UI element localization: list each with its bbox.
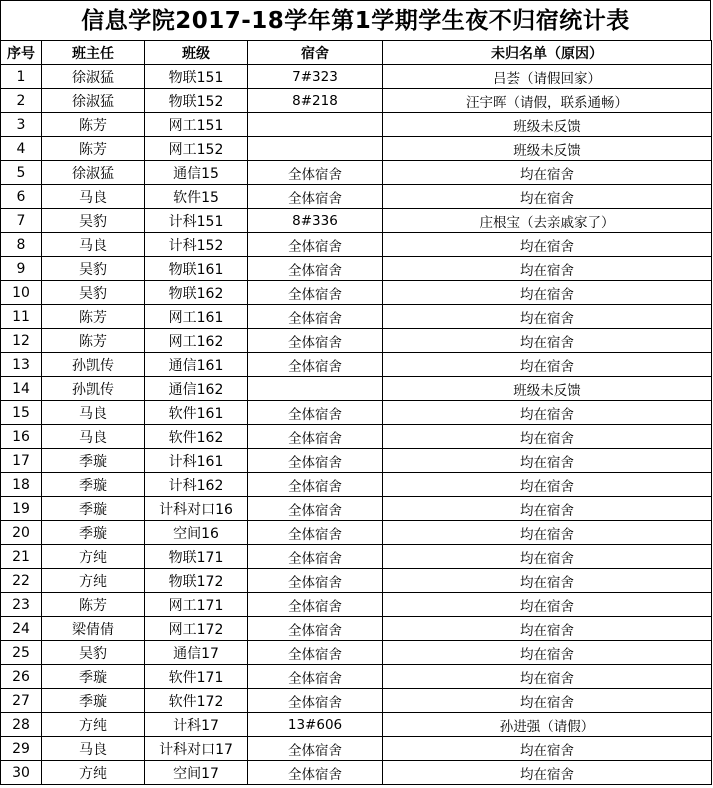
cell-dorm: 全体宿舍 (248, 593, 383, 617)
cell-dorm: 全体宿舍 (248, 161, 383, 185)
cell-absent-list: 均在宿舍 (383, 161, 712, 185)
cell-class: 通信15 (145, 161, 248, 185)
cell-absent-list: 均在宿舍 (383, 521, 712, 545)
table-row (1, 209, 712, 233)
cell-class: 物联152 (145, 89, 248, 113)
cell-absent-list: 均在宿舍 (383, 353, 712, 377)
cell-absent-list: 均在宿舍 (383, 257, 712, 281)
cell-index: 20 (1, 521, 42, 545)
cell-dorm: 全体宿舍 (248, 737, 383, 761)
cell-dorm: 全体宿舍 (248, 401, 383, 425)
cell-index: 2 (1, 89, 42, 113)
cell-teacher: 季璇 (42, 449, 145, 473)
table-row (1, 185, 712, 209)
table-row (1, 617, 712, 641)
cell-index: 29 (1, 737, 42, 761)
cell-teacher: 季璇 (42, 689, 145, 713)
cell-dorm: 全体宿舍 (248, 449, 383, 473)
cell-teacher: 方纯 (42, 545, 145, 569)
cell-class: 计科17 (145, 713, 248, 737)
cell-teacher: 马良 (42, 233, 145, 257)
table-row (1, 761, 712, 785)
table-row (1, 377, 712, 401)
table-row (1, 641, 712, 665)
cell-dorm: 全体宿舍 (248, 497, 383, 521)
table-row (1, 665, 712, 689)
cell-class: 物联171 (145, 545, 248, 569)
header-dorm: 宿舍 (248, 41, 383, 65)
table-row (1, 593, 712, 617)
header-class: 班级 (145, 41, 248, 65)
cell-index: 5 (1, 161, 42, 185)
cell-class: 软件171 (145, 665, 248, 689)
cell-absent-list: 孙进强（请假） (383, 713, 712, 737)
cell-index: 14 (1, 377, 42, 401)
header-row (1, 41, 712, 65)
cell-teacher: 梁倩倩 (42, 617, 145, 641)
cell-absent-list: 均在宿舍 (383, 497, 712, 521)
cell-dorm: 全体宿舍 (248, 185, 383, 209)
cell-index: 3 (1, 113, 42, 137)
cell-absent-list: 均在宿舍 (383, 737, 712, 761)
cell-teacher: 吴豹 (42, 257, 145, 281)
cell-teacher: 吴豹 (42, 209, 145, 233)
table-row (1, 713, 712, 737)
cell-teacher: 季璇 (42, 473, 145, 497)
cell-class: 网工152 (145, 137, 248, 161)
table-row (1, 257, 712, 281)
cell-teacher: 马良 (42, 737, 145, 761)
cell-dorm: 7#323 (248, 65, 383, 89)
table-row (1, 353, 712, 377)
cell-dorm (248, 137, 383, 161)
cell-absent-list: 汪宇晖（请假，联系通畅） (383, 89, 712, 113)
cell-class: 通信161 (145, 353, 248, 377)
cell-class: 软件15 (145, 185, 248, 209)
cell-teacher: 吴豹 (42, 641, 145, 665)
cell-index: 6 (1, 185, 42, 209)
cell-absent-list: 均在宿舍 (383, 185, 712, 209)
cell-teacher: 孙凯传 (42, 353, 145, 377)
cell-index: 11 (1, 305, 42, 329)
cell-index: 25 (1, 641, 42, 665)
cell-teacher: 吴豹 (42, 281, 145, 305)
cell-class: 空间16 (145, 521, 248, 545)
cell-absent-list: 庄根宝（去亲戚家了） (383, 209, 712, 233)
cell-teacher: 徐淑猛 (42, 65, 145, 89)
table-row (1, 425, 712, 449)
cell-absent-list: 均在宿舍 (383, 569, 712, 593)
table-row (1, 689, 712, 713)
cell-class: 物联172 (145, 569, 248, 593)
cell-teacher: 马良 (42, 401, 145, 425)
cell-dorm (248, 377, 383, 401)
cell-index: 4 (1, 137, 42, 161)
cell-teacher: 陈芳 (42, 113, 145, 137)
cell-teacher: 孙凯传 (42, 377, 145, 401)
cell-absent-list: 吕荟（请假回家） (383, 65, 712, 89)
table-row (1, 113, 712, 137)
cell-index: 28 (1, 713, 42, 737)
table-row (1, 545, 712, 569)
cell-class: 物联151 (145, 65, 248, 89)
sheet-title: 信息学院2017-18学年第1学期学生夜不归宿统计表 (0, 0, 711, 40)
cell-dorm: 全体宿舍 (248, 233, 383, 257)
cell-index: 8 (1, 233, 42, 257)
table-row (1, 329, 712, 353)
cell-index: 19 (1, 497, 42, 521)
cell-index: 10 (1, 281, 42, 305)
cell-index: 13 (1, 353, 42, 377)
table-row (1, 737, 712, 761)
cell-absent-list: 均在宿舍 (383, 617, 712, 641)
table-row (1, 281, 712, 305)
cell-teacher: 方纯 (42, 761, 145, 785)
cell-class: 物联162 (145, 281, 248, 305)
cell-absent-list: 均在宿舍 (383, 689, 712, 713)
cell-absent-list: 均在宿舍 (383, 761, 712, 785)
cell-dorm: 8#218 (248, 89, 383, 113)
cell-teacher: 马良 (42, 425, 145, 449)
cell-dorm: 全体宿舍 (248, 641, 383, 665)
cell-class: 网工162 (145, 329, 248, 353)
cell-dorm: 全体宿舍 (248, 281, 383, 305)
table-row (1, 89, 712, 113)
cell-class: 计科162 (145, 473, 248, 497)
cell-index: 9 (1, 257, 42, 281)
cell-index: 7 (1, 209, 42, 233)
cell-absent-list: 均在宿舍 (383, 449, 712, 473)
cell-dorm: 全体宿舍 (248, 521, 383, 545)
cell-teacher: 陈芳 (42, 329, 145, 353)
cell-absent-list: 均在宿舍 (383, 665, 712, 689)
cell-teacher: 方纯 (42, 713, 145, 737)
cell-dorm: 全体宿舍 (248, 473, 383, 497)
cell-index: 21 (1, 545, 42, 569)
cell-dorm: 全体宿舍 (248, 569, 383, 593)
cell-class: 计科151 (145, 209, 248, 233)
cell-class: 空间17 (145, 761, 248, 785)
cell-dorm: 全体宿舍 (248, 689, 383, 713)
cell-teacher: 季璇 (42, 497, 145, 521)
table-body (1, 65, 712, 785)
cell-index: 30 (1, 761, 42, 785)
cell-dorm: 全体宿舍 (248, 353, 383, 377)
cell-index: 24 (1, 617, 42, 641)
cell-index: 17 (1, 449, 42, 473)
cell-teacher: 季璇 (42, 521, 145, 545)
header-absent-list: 未归名单（原因） (383, 41, 712, 65)
cell-index: 23 (1, 593, 42, 617)
table-row (1, 305, 712, 329)
cell-index: 26 (1, 665, 42, 689)
table-row (1, 137, 712, 161)
cell-index: 27 (1, 689, 42, 713)
cell-teacher: 徐淑猛 (42, 89, 145, 113)
table-row (1, 401, 712, 425)
table-row (1, 65, 712, 89)
cell-dorm (248, 113, 383, 137)
cell-class: 通信162 (145, 377, 248, 401)
table-row (1, 521, 712, 545)
cell-class: 通信17 (145, 641, 248, 665)
table-row (1, 497, 712, 521)
cell-class: 计科161 (145, 449, 248, 473)
statistics-table (0, 40, 712, 785)
header-teacher: 班主任 (42, 41, 145, 65)
cell-index: 1 (1, 65, 42, 89)
cell-dorm: 全体宿舍 (248, 329, 383, 353)
cell-absent-list: 均在宿舍 (383, 425, 712, 449)
cell-dorm: 全体宿舍 (248, 761, 383, 785)
cell-absent-list: 班级未反馈 (383, 113, 712, 137)
cell-class: 计科对口17 (145, 737, 248, 761)
cell-dorm: 全体宿舍 (248, 665, 383, 689)
cell-teacher: 陈芳 (42, 305, 145, 329)
table-row (1, 161, 712, 185)
cell-absent-list: 均在宿舍 (383, 281, 712, 305)
cell-class: 计科对口16 (145, 497, 248, 521)
table-row (1, 233, 712, 257)
cell-dorm: 13#606 (248, 713, 383, 737)
cell-absent-list: 班级未反馈 (383, 377, 712, 401)
cell-absent-list: 均在宿舍 (383, 401, 712, 425)
cell-absent-list: 均在宿舍 (383, 473, 712, 497)
cell-absent-list: 均在宿舍 (383, 305, 712, 329)
cell-absent-list: 均在宿舍 (383, 545, 712, 569)
cell-teacher: 陈芳 (42, 593, 145, 617)
cell-index: 18 (1, 473, 42, 497)
cell-class: 网工171 (145, 593, 248, 617)
cell-teacher: 方纯 (42, 569, 145, 593)
cell-dorm: 8#336 (248, 209, 383, 233)
table-row (1, 449, 712, 473)
header-index: 序号 (1, 41, 42, 65)
cell-teacher: 陈芳 (42, 137, 145, 161)
cell-dorm: 全体宿舍 (248, 425, 383, 449)
cell-class: 物联161 (145, 257, 248, 281)
cell-absent-list: 班级未反馈 (383, 137, 712, 161)
cell-absent-list: 均在宿舍 (383, 329, 712, 353)
cell-class: 网工172 (145, 617, 248, 641)
cell-dorm: 全体宿舍 (248, 257, 383, 281)
cell-teacher: 季璇 (42, 665, 145, 689)
cell-index: 22 (1, 569, 42, 593)
cell-class: 软件162 (145, 425, 248, 449)
cell-class: 软件161 (145, 401, 248, 425)
cell-class: 网工151 (145, 113, 248, 137)
cell-teacher: 徐淑猛 (42, 161, 145, 185)
cell-absent-list: 均在宿舍 (383, 233, 712, 257)
cell-absent-list: 均在宿舍 (383, 593, 712, 617)
table-row (1, 569, 712, 593)
cell-dorm: 全体宿舍 (248, 305, 383, 329)
cell-dorm: 全体宿舍 (248, 545, 383, 569)
cell-class: 软件172 (145, 689, 248, 713)
cell-index: 12 (1, 329, 42, 353)
cell-class: 计科152 (145, 233, 248, 257)
cell-teacher: 马良 (42, 185, 145, 209)
cell-dorm: 全体宿舍 (248, 617, 383, 641)
cell-index: 15 (1, 401, 42, 425)
table-row (1, 473, 712, 497)
cell-class: 网工161 (145, 305, 248, 329)
cell-index: 16 (1, 425, 42, 449)
cell-absent-list: 均在宿舍 (383, 641, 712, 665)
